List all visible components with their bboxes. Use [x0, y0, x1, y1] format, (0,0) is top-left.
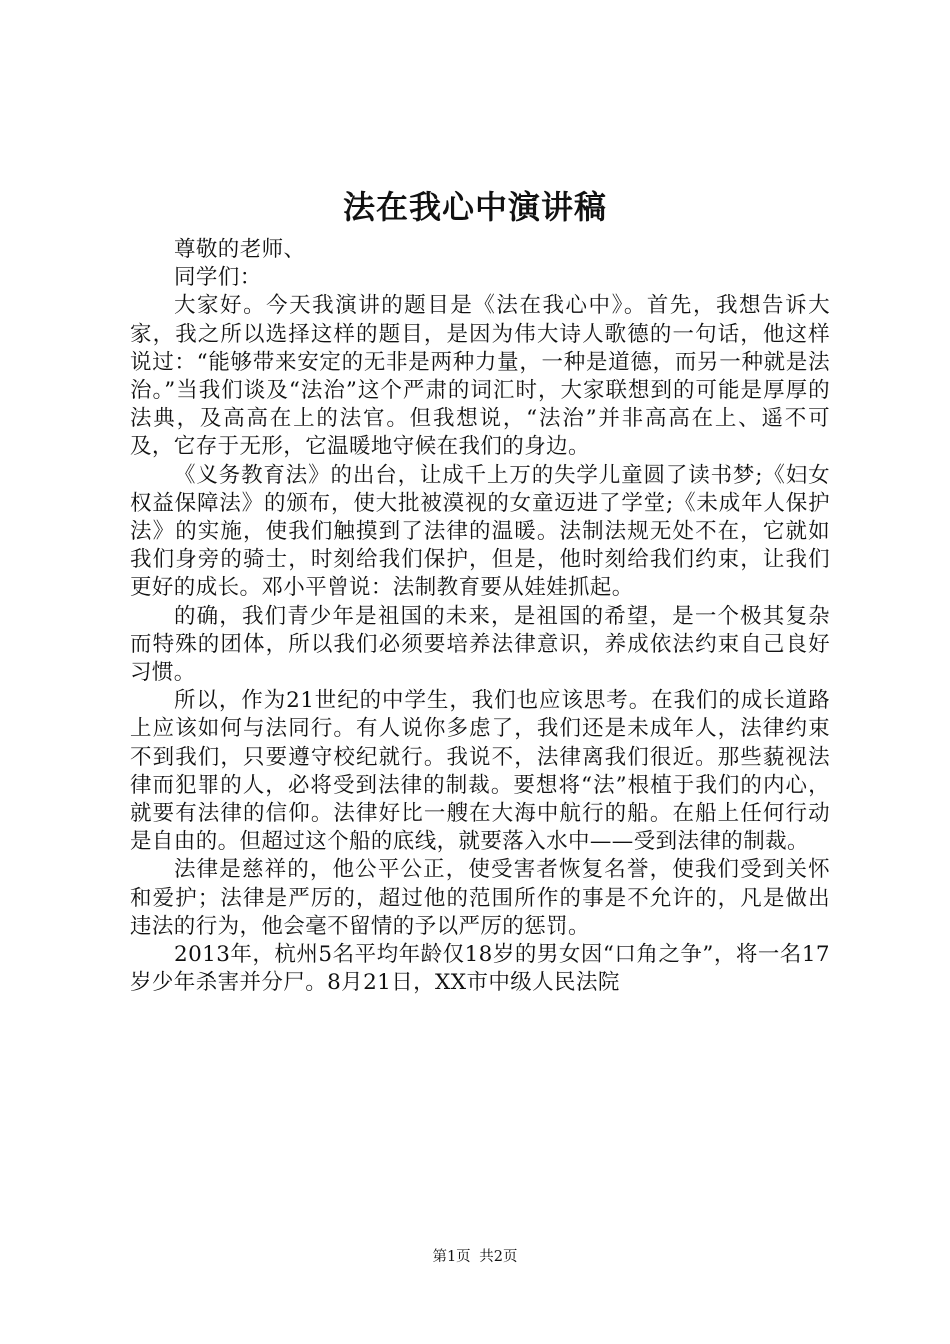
- document-body: [130, 236, 830, 997]
- paragraph-3: 的确，我们青少年是祖国的未来，是祖国的希望，是一个极其复杂而特殊的团体，所以我们必须要培养法律意识，养成依法约束自己良好习惯。: [130, 603, 830, 686]
- paragraph-6: 2013年，杭州5名平均年龄仅18岁的男女因“口角之争”，将一名17岁少年杀害并分尸。8月21日，XX市中级人民法院: [130, 942, 830, 996]
- document-title: 法在我心中演讲稿: [342, 188, 607, 226]
- page-number-current: 第1页: [432, 1249, 471, 1265]
- salutation-line-2: 同学们：: [174, 265, 262, 291]
- paragraph-4: 所以，作为21世纪的中学生，我们也应该思考。在我们的成长道路上应该如何与法同行。有人说你多虑了，我们还是未成年人，法律约束不到我们，只要遵守校纪就行。我说不，法律离我们很近。那些藐视法律而犯罪的人，必将受到法律的制裁。要想将“法”根植于我们的内心，就要有法律的信仰。法律好比一艘在大海中航行的船。在船上任何行动是自由的。但超过这个船的底线，就要落入水中——受到法律的制裁。: [130, 688, 830, 855]
- paragraph-2: 《义务教育法》的出台，让成千上万的失学儿童圆了读书梦;《妇女权益保障法》的颁布，使大批被漠视的女童迈进了学堂;《未成年人保护法》的实施，使我们触摸到了法律的温暖。法制法规无处不在，它就如我们身旁的骑士，时刻给我们保护，但是，他时刻给我们约束，让我们更好的成长。邓小平曾说：法制教育要从娃娃抓起。: [130, 462, 830, 601]
- page-footer: [0, 1245, 950, 1266]
- paragraph-1: 大家好。今天我演讲的题目是《法在我心中》。首先，我想告诉大家，我之所以选择这样的题目，是因为伟大诗人歌德的一句话，他这样说过：“能够带来安定的无非是两种力量，一种是道德，而另一种就是法治。”当我们谈及“法治”这个严肃的词汇时，大家联想到的可能是厚厚的法典，及高高在上的法官。但我想说，“法治”并非高高在上、遥不可及，它存于无形，它温暖地守候在我们的身边。: [130, 293, 830, 460]
- page-number-total: 共2页: [479, 1249, 518, 1265]
- salutation-line-1: 尊敬的老师、: [174, 237, 306, 262]
- paragraph-5: 法律是慈祥的，他公平公正，使受害者恢复名誉，使我们受到关怀和爱护；法律是严厉的，超过他的范围所作的事是不允许的，凡是做出违法的行为，他会毫不留情的予以严厉的惩罚。: [130, 857, 830, 939]
